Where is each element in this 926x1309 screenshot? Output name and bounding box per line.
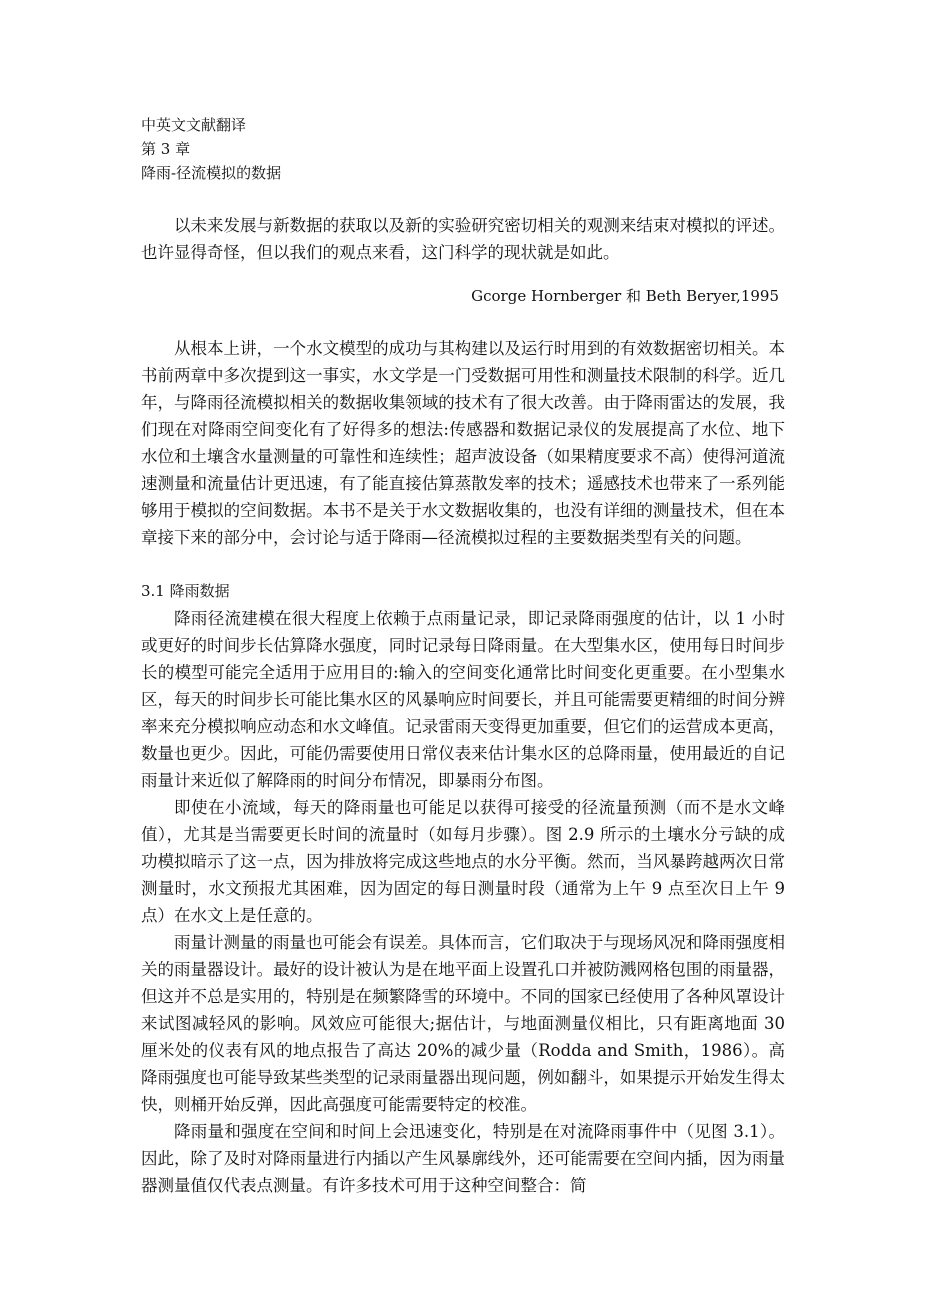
- intro-paragraph: 从根本上讲，一个水文模型的成功与其构建以及运行时用到的有效数据密切相关。本书前两章中多次提到这一事实，水文学是一门受数据可用性和测量技术限制的科学。近几年，与降雨径流模拟相关的数据收集领域的技术有了很大改善。由于降雨雷达的发展，我们现在对降雨空间变化有了好得多的想法:传感器和数据记录仪的发展提高了水位、地下水位和土壤含水量测量的可靠性和连续性；超声波设备（如果精度要求不高）使得河道流速测量和流量估计更迅速，有了能直接估算蒸散发率的技术；遥感技术也带来了一系列能够用于模拟的空间数据。本书不是关于水文数据收集的，也没有详细的测量技术，但在本章接下来的部分中，会讨论与适于降雨—径流模拟过程的主要数据类型有关的问题。: [141, 338, 785, 547]
- document-page: [141, 113, 785, 1199]
- section-paragraph: 雨量计测量的雨量也可能会有误差。具体而言，它们取决于与现场风况和降雨强度相关的雨量器设计。最好的设计被认为是在地平面上设置孔口并被防溅网格包围的雨量器，但这并不总是实用的，特别是在频繁降雪的环境中。不同的国家已经使用了各种风罩设计来试图减轻风的影响。风效应可能很大;据估计，与地面测量仪相比，只有距离地面 30 厘米处的仪表有风的地点报告了高达 20%的减少量（Rodda and Smith，1986）。高降雨强度也可能导致某些类型的记录雨量器出现问题，例如翻斗，如果提示开始发生得太快，则桶开始反弹，因此高强度可能需要特定的校准。: [141, 932, 785, 1114]
- epigraph-text: 以未来发展与新数据的获取以及新的实验研究密切相关的观测来结束对模拟的评述。也许显得奇怪，但以我们的观点来看，这门科学的现状就是如此。: [141, 216, 785, 262]
- document-title: 中英文文献翻译: [141, 116, 247, 134]
- section-paragraph: 降雨量和强度在空间和时间上会迅速变化，特别是在对流降雨事件中（见图 3.1）。因此，除了及时对降雨量进行内插以产生风暴廓线外，还可能需要在空间内插，因为雨量器测量值仅代表点测量。有许多技术可用于这种空间整合：简: [141, 1121, 785, 1195]
- section-paragraph: 降雨径流建模在很大程度上依赖于点雨量记录，即记录降雨强度的估计，以 1 小时或更好的时间步长估算降水强度，同时记录每日降雨量。在大型集水区，使用每日时间步长的模型可能完全适用于应用目的:输入的空间变化通常比时间变化更重要。在小型集水区，每天的时间步长可能比集水区的风暴响应时间要长，并且可能需要更精细的时间分辨率来充分模拟响应动态和水文峰值。记录雷雨天变得更加重要，但它们的运营成本更高，数量也更少。因此，可能仍需要使用日常仪表来估计集水区的总降雨量，使用最近的自记雨量计来近似了解降雨的时间分布情况，即暴雨分布图。: [141, 608, 785, 790]
- section-paragraph: 即使在小流域，每天的降雨量也可能足以获得可接受的径流量预测（而不是水文峰值），尤其是当需要更长时间的流量时（如每月步骤）。图 2.9 所示的土壤水分亏缺的成功模拟暗示了这一点，因为排放将完成这些地点的水分平衡。然而，当风暴跨越两次日常测量时，水文预报尤其困难，因为固定的每日测量时段（通常为上午 9 点至次日上午 9 点）在水文上是任意的。: [141, 797, 785, 925]
- epigraph-attribution: Gcorge Hornberger 和 Beth Beryer,1995: [471, 286, 779, 305]
- section-heading: 3.1 降雨数据: [141, 581, 230, 600]
- chapter-title: 降雨-径流模拟的数据: [141, 164, 282, 182]
- chapter-number: 第 3 章: [141, 140, 191, 158]
